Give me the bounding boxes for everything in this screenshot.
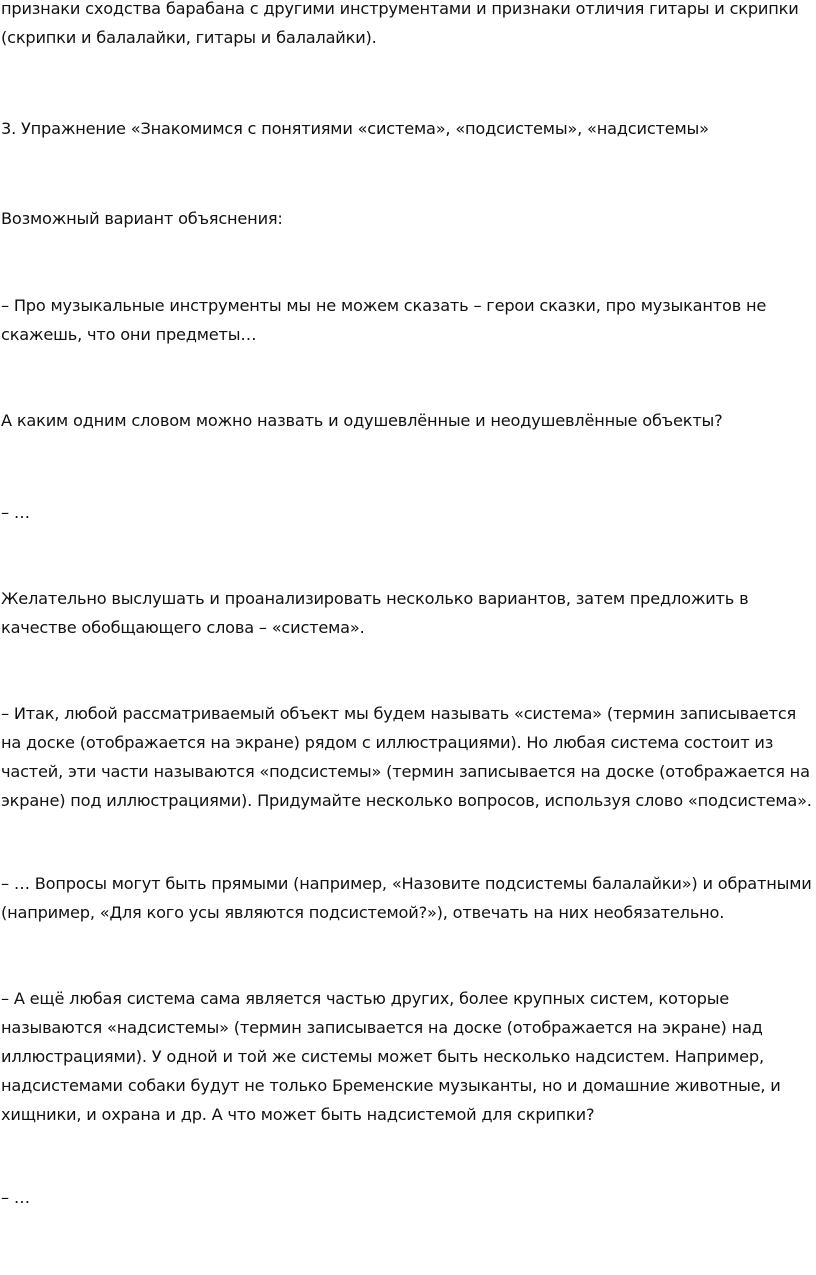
paragraph-system-term: Желательно выслушать и проанализировать несколько вариантов, затем предложить в качестве обобщающего слова – «система». — [1, 589, 749, 637]
exercise-3-heading: 3. Упражнение «Знакомимся с понятиями «система», «подсистемы», «надсистемы» — [1, 119, 709, 138]
paragraph-answer-placeholder-2: – … — [1, 1188, 30, 1207]
paragraph-question-one-word: А каким одним словом можно назвать и одушевлённые и неодушевлённые объекты? — [1, 411, 723, 430]
paragraph-subsystems: – Итак, любой рассматриваемый объект мы будем называть «система» (термин записывается на доске (отображается на экране) рядом с иллюстрациями). Но любая система состоит из частей, эти части называются «подсистемы» (термин записывается на доске (отображается на экране) под иллюстрациями). Придумайте несколько вопросов, используя слово «подсистема». — [1, 704, 812, 810]
paragraph-supersystems: – А ещё любая система сама является частью других, более крупных систем, которые называются «надсистемы» (термин записывается на доске (отображается на экране) над иллюстрациями). У одной и той же системы может быть несколько надсистем. Например, надсистемами собаки будут не только Бременские музыканты, но и домашние животные, и хищники, и охрана и др. А что может быть надсистемой для скрипки? — [1, 989, 781, 1124]
paragraph-question-types: – … Вопросы могут быть прямыми (например, «Назовите подсистемы балалайки») и обратными (например, «Для кого усы являются подсистемой?»), отвечать на них необязательно. — [1, 874, 812, 922]
paragraph-comparison-signs: признаки сходства барабана с другими инструментами и признаки отличия гитары и скрипки (скрипки и балалайки, гитары и балалайки). — [1, 0, 799, 47]
paragraph-instruments-remark: – Про музыкальные инструменты мы не можем сказать – герои сказки, про музыкантов не скажешь, что они предметы… — [1, 296, 767, 344]
paragraph-possible-explanation: Возможный вариант объяснения: — [1, 209, 283, 228]
paragraph-answer-placeholder-1: – … — [1, 503, 30, 522]
